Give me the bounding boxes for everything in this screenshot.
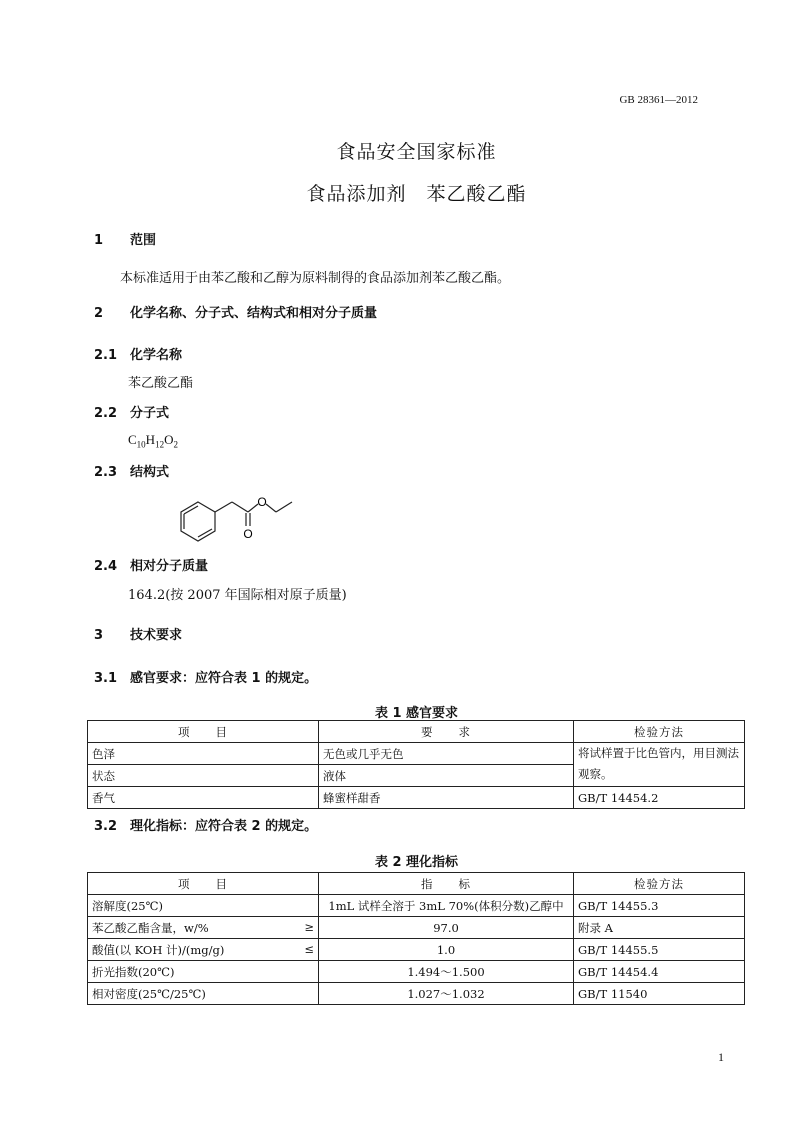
table-cell: 1mL 试样全溶于 3mL 70%(体积分数)乙醇中 [319, 895, 574, 917]
section-1-heading [94, 229, 156, 248]
document-subtitle: 食品添加剂 苯乙酸乙酯 [306, 183, 527, 205]
column-header: 检验方法 [574, 721, 745, 743]
section-2-heading [94, 302, 377, 321]
table-row [88, 939, 745, 961]
table-cell: 蜂蜜样甜香 [319, 787, 574, 809]
column-header: 指 标 [319, 873, 574, 895]
table-1 [87, 720, 745, 809]
section-3-2-heading [94, 815, 317, 834]
section-number: 3 [94, 628, 104, 643]
section-2-2-heading [94, 402, 169, 421]
section-number: 2.2 [94, 406, 118, 421]
section-title: 理化指标：应符合表 2 的规定。 [130, 819, 318, 834]
table-cell: 酸值(以 KOH 计)/(mg/g) ≤ [88, 939, 319, 961]
table-cell: GB/T 14455.3 [574, 895, 745, 917]
table-row [88, 787, 745, 809]
section-number: 1 [94, 233, 104, 248]
section-title: 相对分子质量 [130, 559, 209, 574]
section-title: 化学名称、分子式、结构式和相对分子质量 [130, 306, 378, 321]
table-cell: 色泽 [88, 743, 319, 765]
section-3-heading [94, 624, 182, 643]
table-header-row [88, 721, 745, 743]
section-title: 范围 [130, 233, 157, 248]
table-cell: 相对密度(25℃/25℃) [88, 983, 319, 1005]
table-2-caption: 表 2 理化指标 [374, 855, 459, 870]
table-cell: GB/T 14454.2 [574, 787, 745, 809]
table-cell: 1.0 [319, 939, 574, 961]
section-number: 2.4 [94, 559, 118, 574]
structural-formula [170, 486, 310, 542]
table-row [88, 917, 745, 939]
table-row [88, 895, 745, 917]
table-row [88, 743, 745, 765]
page-number: 1 [718, 1050, 724, 1064]
table-cell: 97.0 [319, 917, 574, 939]
column-header: 项 目 [88, 873, 319, 895]
table-cell: 状态 [88, 765, 319, 787]
table-cell: GB/T 11540 [574, 983, 745, 1005]
column-header: 检验方法 [574, 873, 745, 895]
table-cell: 附录 A [574, 917, 745, 939]
section-number: 2 [94, 306, 104, 321]
section-number: 2.1 [94, 348, 118, 363]
table-cell: 折光指数(20℃) [88, 961, 319, 983]
section-3-1-heading [94, 667, 317, 686]
table-row [88, 961, 745, 983]
table-2 [87, 872, 745, 1005]
section-title: 感官要求：应符合表 1 的规定。 [130, 671, 318, 686]
table-1-caption: 表 1 感官要求 [374, 706, 459, 721]
section-title: 结构式 [130, 465, 170, 480]
column-header: 要 求 [319, 721, 574, 743]
table-cell: GB/T 14455.5 [574, 939, 745, 961]
molecular-mass: 164.2(按 2007 年国际相对原子质量) [128, 588, 347, 603]
table-cell: 1.494～1.500 [319, 961, 574, 983]
table-cell: 液体 [319, 765, 574, 787]
section-title: 分子式 [130, 406, 170, 421]
table-cell: GB/T 14454.4 [574, 961, 745, 983]
section-number: 2.3 [94, 465, 118, 480]
standard-number: GB 28361—2012 [619, 94, 698, 106]
table-row [88, 983, 745, 1005]
table-cell: 无色或几乎无色 [319, 743, 574, 765]
table-header-row [88, 873, 745, 895]
table-cell: 溶解度(25℃) [88, 895, 319, 917]
table-cell: 香气 [88, 787, 319, 809]
molecular-formula: $C_{10}H_{12}O_2$ [128, 432, 178, 450]
comparison-symbol: ≥ [304, 919, 314, 934]
table-cell: 1.027～1.032 [319, 983, 574, 1005]
table-cell: 苯乙酸乙酯含量，w/% ≥ [88, 917, 319, 939]
document-title: 食品安全国家标准 [336, 141, 497, 163]
table-cell-method-merged: 将试样置于比色管内，用目测法观察。 [574, 743, 745, 787]
section-title: 化学名称 [130, 348, 183, 363]
column-header: 项 目 [88, 721, 319, 743]
section-2-4-heading [94, 555, 208, 574]
section-2-1-heading [94, 344, 182, 363]
section-number: 3.1 [94, 671, 118, 686]
chemical-name: 苯乙酸乙酯 [128, 376, 194, 391]
section-number: 3.2 [94, 819, 118, 834]
atom-label: O [243, 527, 253, 541]
section-1-text: 本标准适用于由苯乙酸和乙醇为原料制得的食品添加剂苯乙酸乙酯。 [120, 271, 511, 286]
atom-label: O [257, 495, 267, 509]
section-title: 技术要求 [130, 628, 183, 643]
comparison-symbol: ≤ [304, 941, 314, 956]
section-2-3-heading [94, 461, 169, 480]
